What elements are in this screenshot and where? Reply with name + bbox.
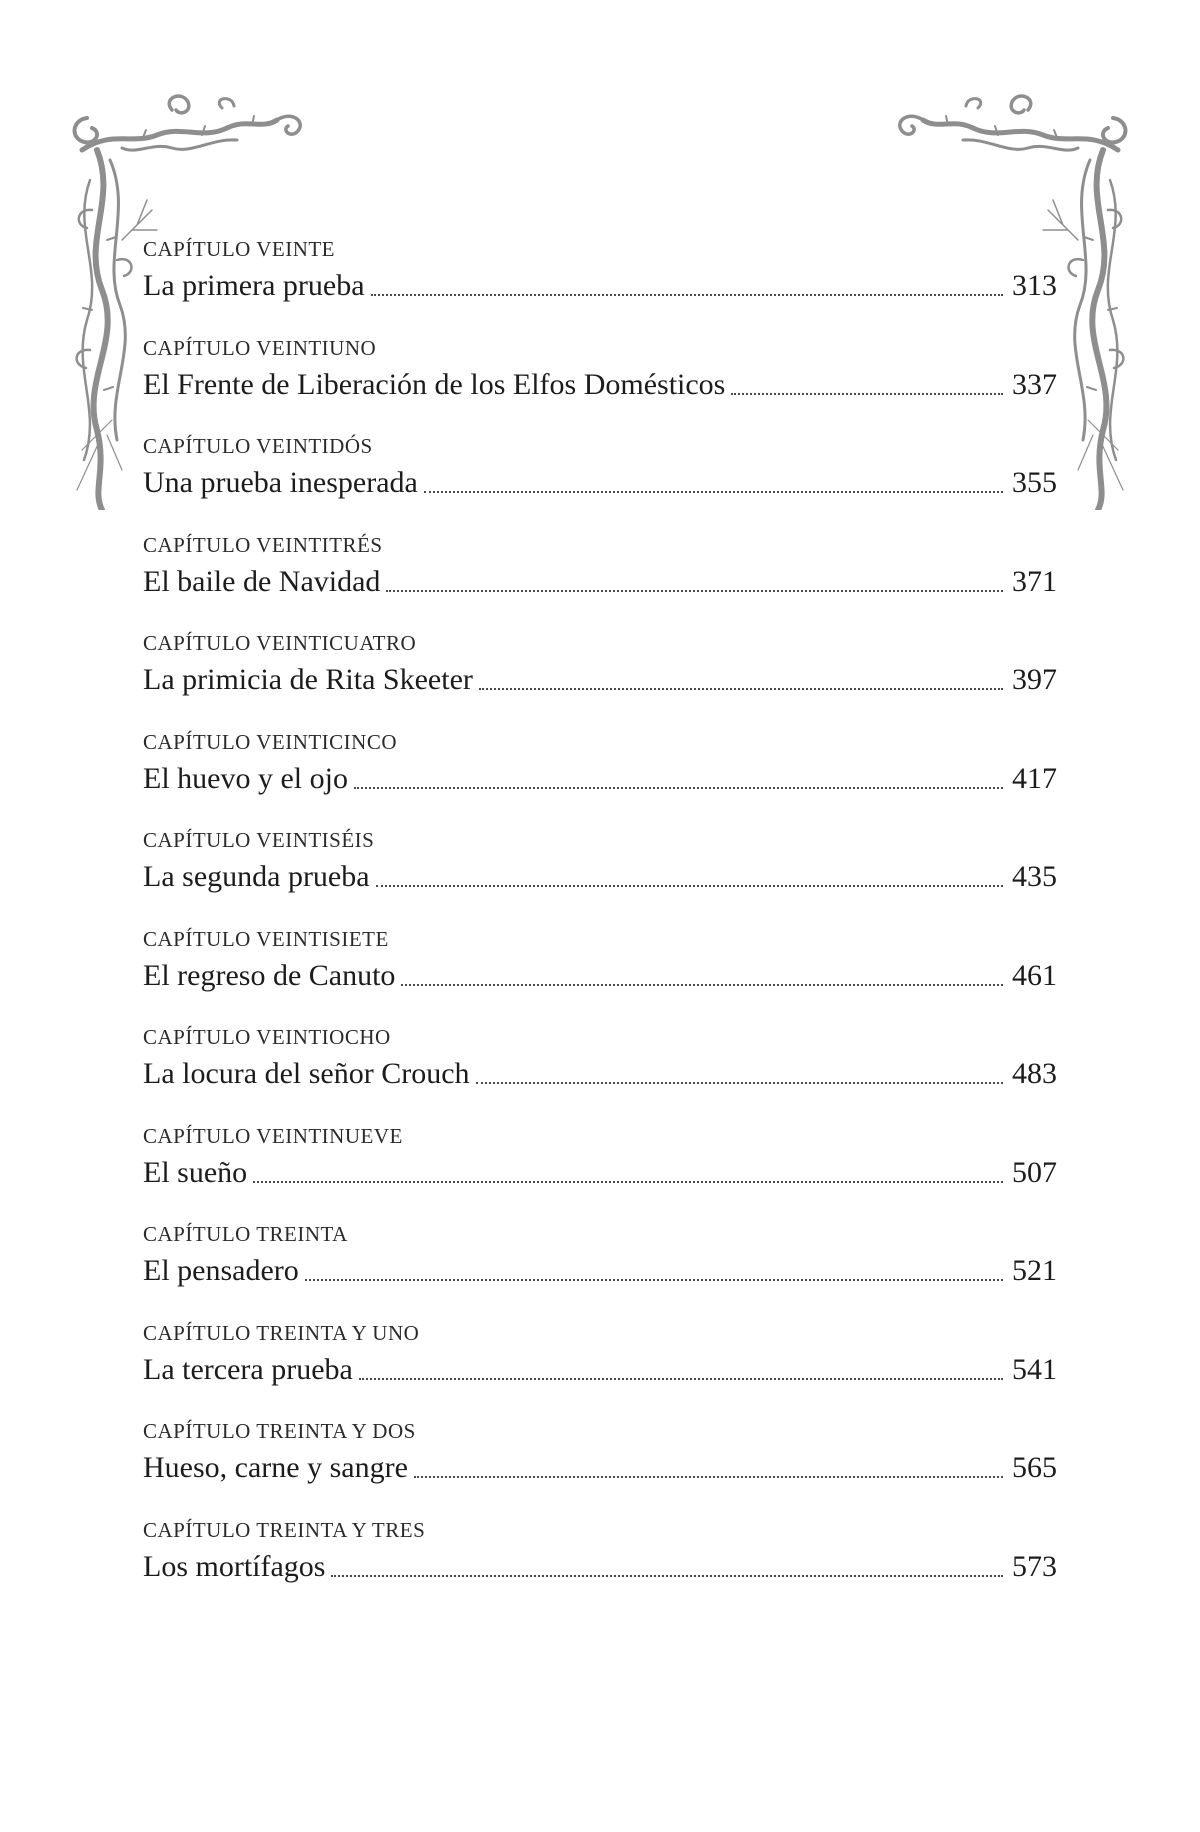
toc-entry[interactable] — [143, 1024, 1057, 1123]
chapter-title: La segunda prueba — [143, 860, 370, 893]
page-number: 371 — [1012, 564, 1057, 598]
toc-entry[interactable] — [143, 532, 1057, 631]
chapter-title: La locura del señor Crouch — [143, 1057, 470, 1090]
chapter-label: CAPÍTULO VEINTIOCHO — [143, 1025, 391, 1049]
page-number: 417 — [1012, 761, 1057, 795]
dot-leader — [479, 687, 1003, 690]
chapter-title: Una prueba inesperada — [143, 466, 418, 499]
chapter-title: El regreso de Canuto — [143, 958, 396, 992]
chapter-title: El Frente de Liberación de los Elfos Domésticos — [143, 367, 726, 401]
toc-entry[interactable] — [143, 433, 1057, 532]
chapter-label: CAPÍTULO VEINTISÉIS — [143, 828, 375, 852]
toc-entry[interactable] — [143, 1517, 1057, 1616]
chapter-label: CAPÍTULO TREINTA Y TRES — [143, 1517, 426, 1542]
page-number: 507 — [1012, 1155, 1057, 1189]
chapter-title: La tercera prueba — [143, 1352, 353, 1386]
chapter-label: CAPÍTULO VEINTICINCO — [143, 729, 398, 754]
chapter-label: CAPÍTULO VEINTIDÓS — [143, 434, 373, 458]
chapter-title: La primera prueba — [143, 269, 365, 302]
dot-leader — [331, 1574, 1003, 1577]
toc-entry[interactable] — [143, 1320, 1057, 1419]
toc-entry[interactable] — [143, 827, 1057, 926]
toc-entry[interactable] — [143, 1123, 1057, 1222]
toc-entry[interactable] — [143, 1418, 1057, 1517]
dot-leader — [424, 490, 1003, 493]
dot-leader — [371, 293, 1003, 296]
dot-leader — [414, 1475, 1003, 1478]
dot-leader — [359, 1377, 1003, 1380]
chapter-title: La primicia de Rita Skeeter — [143, 663, 473, 696]
toc-entry[interactable] — [143, 926, 1057, 1025]
toc-entry[interactable] — [143, 630, 1057, 729]
toc-entry[interactable] — [143, 1221, 1057, 1320]
page-number: 435 — [1012, 860, 1057, 893]
page-number: 355 — [1012, 466, 1057, 499]
table-of-contents — [143, 236, 1057, 1615]
chapter-label: CAPÍTULO VEINTINUEVE — [143, 1123, 403, 1148]
dot-leader — [386, 589, 1003, 592]
chapter-title: Hueso, carne y sangre — [143, 1451, 408, 1484]
page-number: 313 — [1012, 269, 1057, 302]
chapter-label: CAPÍTULO TREINTA — [143, 1222, 348, 1246]
page-number: 483 — [1012, 1057, 1057, 1090]
chapter-title: El baile de Navidad — [143, 564, 381, 598]
page-number: 565 — [1012, 1451, 1057, 1484]
dot-leader — [476, 1081, 1003, 1084]
chapter-title: El pensadero — [143, 1254, 299, 1287]
page-number: 337 — [1012, 367, 1057, 401]
page-number: 541 — [1012, 1352, 1057, 1386]
toc-entry[interactable] — [143, 729, 1057, 828]
chapter-label: CAPÍTULO VEINTISIETE — [143, 926, 389, 951]
dot-leader — [305, 1278, 1003, 1281]
chapter-label: CAPÍTULO TREINTA Y UNO — [143, 1320, 420, 1345]
page-number: 461 — [1012, 958, 1057, 992]
chapter-title: El sueño — [143, 1155, 248, 1189]
chapter-label: CAPÍTULO VEINTE — [143, 237, 336, 261]
toc-entry[interactable] — [143, 335, 1057, 434]
dot-leader — [376, 884, 1003, 887]
page-number: 397 — [1012, 663, 1057, 696]
dot-leader — [401, 983, 1003, 986]
chapter-label: CAPÍTULO VEINTICUATRO — [143, 631, 417, 655]
chapter-title: El huevo y el ojo — [143, 761, 348, 795]
chapter-label: CAPÍTULO VEINTITRÉS — [143, 532, 383, 557]
chapter-label: CAPÍTULO TREINTA Y DOS — [143, 1419, 416, 1443]
page-number: 521 — [1012, 1254, 1057, 1287]
dot-leader — [731, 392, 1003, 395]
chapter-title: Los mortífagos — [143, 1549, 326, 1583]
chapter-label: CAPÍTULO VEINTIUNO — [143, 335, 377, 360]
page-number: 573 — [1012, 1549, 1057, 1583]
dot-leader — [253, 1180, 1003, 1183]
toc-entry[interactable] — [143, 236, 1057, 335]
dot-leader — [354, 786, 1003, 789]
